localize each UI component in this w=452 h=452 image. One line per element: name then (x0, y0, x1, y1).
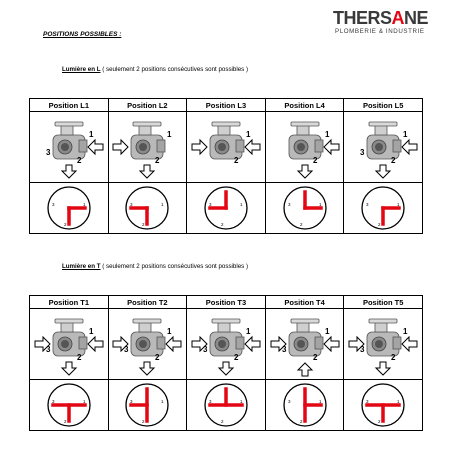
dial-port-3: 3 (287, 202, 291, 207)
dial-port-3: 3 (51, 202, 55, 207)
section-t-caption: Lumière en T ( seulement 2 positions consécutives sont possibles ) (62, 263, 249, 270)
port-label-3: 3 (360, 345, 365, 354)
valve-stem (375, 322, 387, 332)
flow-dial-t2 (108, 380, 187, 431)
position-l5-header: Position L5 (344, 99, 423, 112)
dial-port-1: 1 (161, 399, 164, 404)
dial-port-1: 1 (82, 399, 86, 404)
flow-dial-l4 (265, 183, 344, 234)
valve-stem (218, 125, 230, 135)
valve-side-port (393, 140, 401, 152)
valve-photo-l3 (187, 112, 266, 183)
valve-side-port (393, 337, 401, 349)
flow-dial-l2 (108, 183, 187, 234)
flow-dial-t4 (265, 380, 344, 431)
flow-dial-diagram (45, 381, 93, 429)
valve-stem (218, 322, 230, 332)
port-label-2: 2 (76, 156, 82, 165)
valve-illustration (345, 113, 421, 181)
valve-photo-l2 (108, 112, 187, 183)
dial-port-2: 2 (220, 222, 224, 227)
valve-illustration (267, 310, 343, 378)
flow-arrow-icon (140, 362, 154, 375)
port-label-2: 2 (76, 353, 82, 362)
flow-dial-t5 (344, 380, 423, 431)
positions-t-valve-row (30, 309, 423, 380)
valve-side-port (315, 337, 323, 349)
dial-port-3: 3 (366, 202, 369, 207)
dial-port-2: 2 (63, 419, 67, 424)
flow-arrow-icon (298, 165, 312, 178)
port-label-1: 1 (167, 130, 172, 139)
valve-photo-l5 (344, 112, 423, 183)
position-l3-header: Position L3 (187, 99, 266, 112)
position-l2-header: Position L2 (108, 99, 187, 112)
dial-port-3: 3 (130, 202, 133, 207)
port-label-2: 2 (155, 156, 160, 165)
valve-side-port (157, 337, 165, 349)
valve-port-bore (61, 340, 69, 348)
valve-side-port (315, 140, 323, 152)
flow-dial-diagram (359, 184, 407, 232)
valve-stem (375, 125, 387, 135)
flow-dial-diagram (123, 381, 171, 429)
dial-port-3: 3 (208, 399, 212, 404)
port-label-2: 2 (312, 353, 318, 362)
flow-arrow-icon (219, 362, 233, 375)
valve-illustration (31, 113, 107, 181)
dial-port-1: 1 (161, 202, 164, 207)
valve-photo-t5 (344, 309, 423, 380)
valve-port-bore (218, 340, 226, 348)
valve-photo-l4 (265, 112, 344, 183)
flow-arrow-icon (324, 140, 339, 154)
valve-mount-plate (133, 319, 161, 323)
valve-mount-plate (55, 319, 83, 323)
valve-photo-l1 (30, 112, 109, 183)
port-label-3: 3 (45, 345, 51, 354)
port-label-3: 3 (360, 148, 365, 157)
dial-port-1: 1 (397, 399, 400, 404)
flow-arrow-icon (166, 337, 181, 351)
valve-port-bore (297, 340, 305, 348)
flow-arrow-icon (62, 362, 76, 375)
dial-port-2: 2 (142, 222, 145, 227)
flow-dial-l5 (344, 183, 423, 234)
valve-mount-plate (369, 319, 397, 323)
valve-illustration (109, 113, 185, 181)
flow-dial-diagram (202, 184, 250, 232)
position-t5-header: Position T5 (344, 296, 423, 309)
positions-l-dial-row (30, 183, 423, 234)
dial-port-2: 2 (299, 419, 303, 424)
valve-illustration (188, 113, 264, 181)
valve-mount-plate (291, 319, 319, 323)
dial-port-1: 1 (82, 202, 86, 207)
flow-dial-l1 (30, 183, 109, 234)
flow-arrow-icon (192, 140, 207, 154)
dial-port-3: 3 (208, 202, 212, 207)
valve-port-bore (139, 143, 147, 151)
valve-mount-plate (133, 122, 161, 126)
valve-side-port (236, 140, 244, 152)
valve-illustration (31, 310, 107, 378)
dial-port-2: 2 (299, 222, 303, 227)
flow-dial-diagram (281, 184, 329, 232)
port-label-1: 1 (403, 130, 408, 139)
position-t1-header: Position T1 (30, 296, 109, 309)
valve-stem (139, 125, 151, 135)
port-label-2: 2 (155, 353, 160, 362)
position-t4-header: Position T4 (265, 296, 344, 309)
positions-t-header-row (30, 296, 423, 309)
valve-mount-plate (55, 122, 83, 126)
valve-stem (61, 125, 73, 135)
dial-port-2: 2 (220, 419, 224, 424)
position-l4-header: Position L4 (265, 99, 344, 112)
port-label-2: 2 (233, 156, 239, 165)
flow-dial-l3 (187, 183, 266, 234)
valve-port-bore (218, 143, 226, 151)
port-label-3: 3 (124, 345, 129, 354)
valve-port-bore (61, 143, 69, 151)
valve-stem (297, 322, 309, 332)
dial-port-3: 3 (51, 399, 55, 404)
flow-arrow-icon (113, 140, 128, 154)
dial-port-2: 2 (378, 222, 381, 227)
valve-mount-plate (212, 122, 240, 126)
flow-arrow-icon (88, 140, 103, 154)
flow-dial-t1 (30, 380, 109, 431)
flow-dial-diagram (123, 184, 171, 232)
port-label-1: 1 (324, 130, 330, 139)
flow-arrow-icon (324, 337, 339, 351)
port-label-1: 1 (88, 327, 94, 336)
valve-side-port (79, 140, 87, 152)
flow-arrow-icon (140, 165, 154, 178)
port-label-2: 2 (312, 156, 318, 165)
flow-dial-t3 (187, 380, 266, 431)
dial-port-3: 3 (130, 399, 133, 404)
page-heading: POSITIONS POSSIBLES : (43, 31, 122, 38)
positions-t-table (29, 295, 423, 431)
flow-dial-diagram (202, 381, 250, 429)
port-label-1: 1 (403, 327, 408, 336)
flow-arrow-icon (245, 337, 260, 351)
dial-port-2: 2 (378, 419, 381, 424)
flow-arrow-icon (376, 165, 390, 178)
flow-arrow-icon (245, 140, 260, 154)
valve-side-port (157, 140, 165, 152)
port-label-3: 3 (281, 345, 287, 354)
port-label-3: 3 (45, 148, 51, 157)
flow-arrow-icon (88, 337, 103, 351)
port-label-1: 1 (88, 130, 94, 139)
dial-port-1: 1 (318, 399, 322, 404)
flow-arrow-icon (298, 363, 312, 376)
flow-arrow-icon (376, 362, 390, 375)
valve-mount-plate (291, 122, 319, 126)
dial-port-1: 1 (318, 202, 322, 207)
positions-l-valve-row (30, 112, 423, 183)
dial-port-2: 2 (63, 222, 67, 227)
dial-port-1: 1 (239, 202, 243, 207)
port-label-3: 3 (202, 345, 208, 354)
position-t3-header: Position T3 (187, 296, 266, 309)
valve-photo-t3 (187, 309, 266, 380)
valve-illustration (188, 310, 264, 378)
valve-mount-plate (369, 122, 397, 126)
valve-side-port (236, 337, 244, 349)
flow-arrow-icon (62, 165, 76, 178)
thersane-logo (333, 8, 441, 38)
position-l1-header: Position L1 (30, 99, 109, 112)
valve-illustration (345, 310, 421, 378)
port-label-1: 1 (245, 130, 251, 139)
valve-photo-t4 (265, 309, 344, 380)
valve-stem (297, 125, 309, 135)
port-label-1: 1 (324, 327, 330, 336)
dial-port-1: 1 (397, 202, 400, 207)
valve-stem (61, 322, 73, 332)
brand-wordmark: THERSANE (333, 8, 429, 28)
valve-port-bore (375, 340, 383, 348)
valve-illustration (267, 113, 343, 181)
section-l-caption: Lumière en L ( seulement 2 positions consécutives sont possibles ) (62, 66, 249, 73)
flow-arrow-icon (402, 140, 417, 154)
valve-stem (139, 322, 151, 332)
flow-arrow-icon (402, 337, 417, 351)
port-label-1: 1 (245, 327, 251, 336)
valve-photo-t2 (108, 309, 187, 380)
port-label-2: 2 (391, 156, 396, 165)
valve-illustration (109, 310, 185, 378)
port-label-1: 1 (167, 327, 172, 336)
valve-port-bore (297, 143, 305, 151)
valve-port-bore (375, 143, 383, 151)
port-label-2: 2 (391, 353, 396, 362)
port-label-2: 2 (233, 353, 239, 362)
dial-port-3: 3 (287, 399, 291, 404)
position-t2-header: Position T2 (108, 296, 187, 309)
dial-port-2: 2 (142, 419, 145, 424)
positions-l-header-row (30, 99, 423, 112)
dial-port-1: 1 (239, 399, 243, 404)
brand-tagline: PLOMBERIE & INDUSTRIE (335, 28, 425, 35)
valve-photo-t1 (30, 309, 109, 380)
flow-dial-diagram (359, 381, 407, 429)
dial-port-3: 3 (366, 399, 369, 404)
positions-t-dial-row (30, 380, 423, 431)
flow-dial-diagram (281, 381, 329, 429)
valve-side-port (79, 337, 87, 349)
valve-mount-plate (212, 319, 240, 323)
valve-port-bore (139, 340, 147, 348)
positions-l-table (29, 98, 423, 234)
flow-dial-diagram (45, 184, 93, 232)
